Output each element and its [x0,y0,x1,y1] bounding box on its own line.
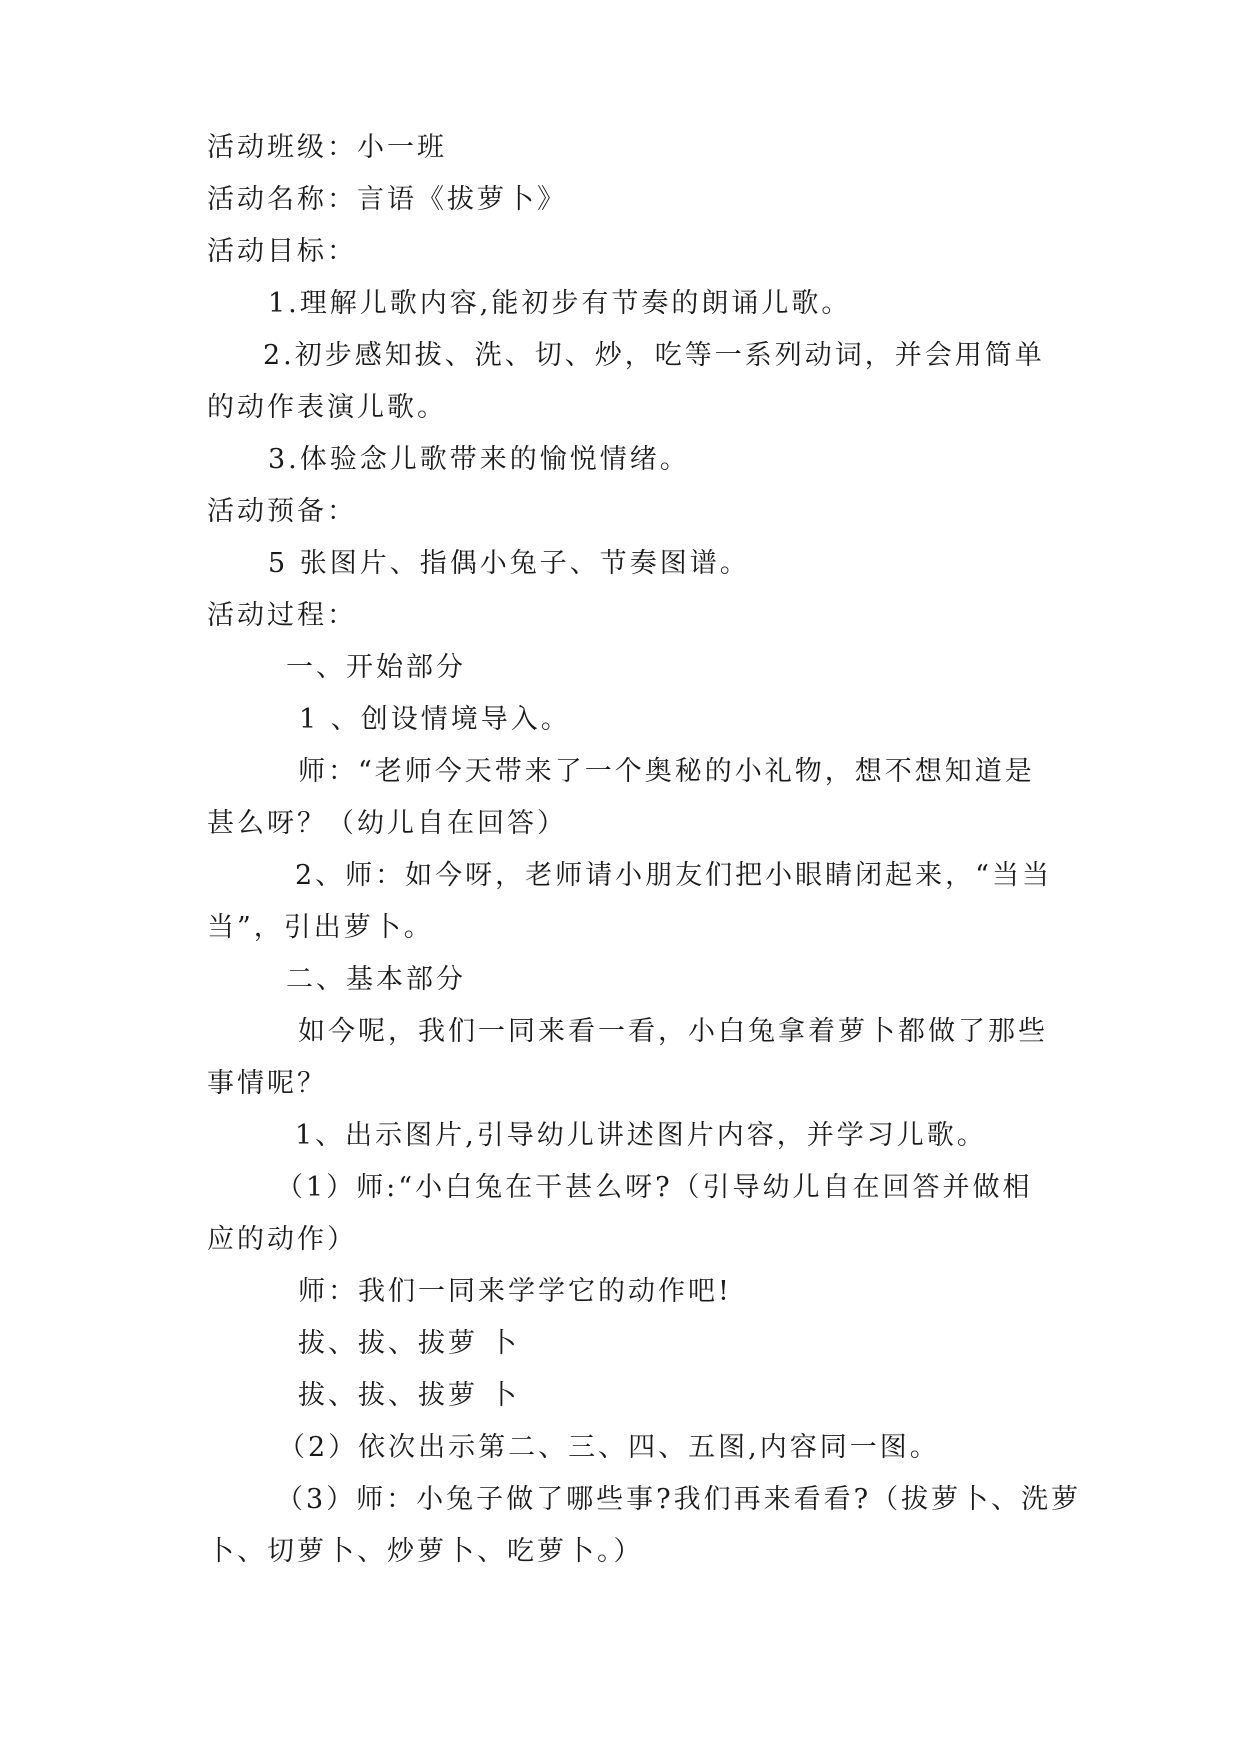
sub-step-1-cont: 应的动作） [207,1224,357,1255]
teacher-line-2: 师：我们一同来学学它的动作吧! [298,1276,732,1307]
section-2-intro: 如今呢，我们一同来看一看，小白兔拿着萝卜都做了那些 [298,1016,1048,1047]
activity-name-line: 活动名称：言语《拔萝卜》 [207,184,567,215]
goal-2-cont: 的动作表演儿歌。 [207,392,447,423]
sub-step-3: （3）师：小兔子做了哪些事?我们再来看看?（拔萝卜、洗萝 [276,1484,1082,1515]
step-2-cont: 当”，引出萝卜。 [207,912,434,943]
step-1: 1 、创设情境导入。 [299,704,571,735]
goals-heading: 活动目标： [207,236,357,267]
goal-2: 2.初步感知拔、洗、切、炒，吃等一系列动词，并会用简单 [263,340,1045,371]
goal-3: 3.体验念儿歌带来的愉悦情绪。 [268,444,690,475]
step-2: 2、师：如今呀，老师请小朋友们把小眼睛闭起来，“当当 [295,860,1052,891]
goal-1: 1.理解儿歌内容,能初步有节奏的朗诵儿歌。 [268,288,852,319]
process-heading: 活动过程： [207,600,357,631]
sub-step-3-cont: 卜、切萝卜、炒萝卜、吃萝卜。） [207,1536,644,1567]
step-2-1: 1、出示图片,引导幼儿讲述图片内容，并学习儿歌。 [295,1120,987,1151]
class-line: 活动班级：小一班 [207,132,447,163]
chant-line-1: 拔、拔、拔萝 卜 [298,1328,520,1359]
chant-line-2: 拔、拔、拔萝 卜 [298,1380,520,1411]
teacher-line-1-cont: 甚么呀？（幼儿自在回答） [207,808,567,839]
section-1-heading: 一、开始部分 [286,652,466,683]
preparation-text: 5 张图片、指偶小兔子、节奏图谱。 [268,548,750,579]
teacher-line-1: 师：“老师今天带来了一个奥秘的小礼物，想不想知道是 [298,756,1035,787]
preparation-heading: 活动预备： [207,496,357,527]
section-2-intro-cont: 事情呢？ [207,1068,327,1099]
section-2-heading: 二、基本部分 [286,964,466,995]
sub-step-2: （2）依次出示第二、三、四、五图,内容同一图。 [278,1432,940,1463]
sub-step-1: （1）师:“小白兔在干甚么呀?（引导幼儿自在回答并做相 [276,1172,1033,1203]
